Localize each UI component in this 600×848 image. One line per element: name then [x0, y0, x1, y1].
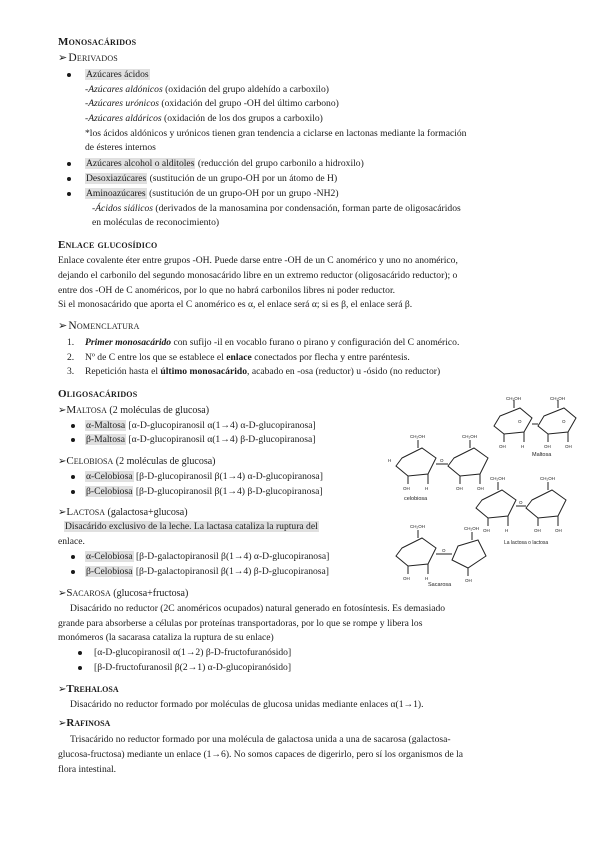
lactosa-alpha: α-Celobiosa [β-D-galactopiranosil β(1→4) α-D-glucopiranosa]: [86, 551, 330, 562]
atom-label: H: [425, 576, 429, 581]
enlace-line-3: entre dos -OH de C anoméricos, por lo que no habrá carbonilos libres ni poder reductor.: [58, 285, 396, 296]
atom-label: CH₂OH: [410, 524, 425, 529]
rafinosa-line-2: glucosa-fructosa) mediante un enlace (1→6). No somos capaces de digerirlo, pero sí los organismos de la: [58, 749, 464, 760]
lactosa-desc-line1: Disacárido exclusivo de la leche. La lactasa cataliza la ruptura del: [65, 521, 318, 532]
enlace-line-2: dejando el carbonilo del segundo monosacárido libre en un extremo reductor (oligosacárido reductor); o: [58, 270, 458, 281]
rafinosa-line-1: Trisacárido no reductor formado por una molécula de galactosa unida a una de sacarosa (galactosa-: [70, 734, 451, 745]
atom-label: CH₂OH: [462, 434, 477, 439]
atom-label: OH: [534, 528, 541, 533]
figure-label-sacarosa: Sacarosa: [428, 582, 452, 586]
bullet: [78, 651, 82, 655]
atom-label: OH: [456, 486, 463, 491]
atom-label: CH₂OH: [506, 396, 521, 401]
bullet: [78, 666, 82, 670]
atom-label: O: [562, 419, 566, 424]
heading-celobiosa: ➢Celobiosa (2 moléculas de glucosa): [58, 455, 216, 467]
trehalosa-desc: Disacárido no reductor formado por moléculas de glucosa unidas mediante enlaces α(1→1).: [70, 699, 424, 710]
atom-label: O: [442, 548, 446, 553]
enlace-line-1: Enlace covalente éter entre grupos -OH. Puede darse entre -OH de un C anomérico y uno no anomérico,: [58, 255, 458, 266]
atom-label: OH: [477, 486, 484, 491]
celobiosa-alpha: α-Celobiosa [β-D-glucopiranosil β(1→4) α-D-glucopiranosa]: [86, 471, 323, 482]
lactosa-beta: β-Celobiosa [β-D-galactopiranosil β(1→4) β-D-glucopiranosa]: [86, 566, 329, 577]
sialicos-line2: en moléculas de reconocimiento): [92, 217, 220, 228]
bullet: [71, 475, 75, 479]
atom-label: O: [519, 500, 523, 505]
section-title-oligosacaridos: Oligosacáridos: [58, 388, 138, 400]
sacarosa-line-1: Disacárido no reductor (2C anoméricos ocupados) natural generado en fotosíntesis. Es demasiado: [70, 603, 446, 614]
section-title-monosacaridos: Monosacáridos: [58, 36, 137, 48]
sacarosa-line-2: grande para absorberse a células por proteínas transportadoras, por lo que se rompe y libera los: [58, 618, 423, 629]
acidos-item-aldonicos: -Azúcares aldónicos (oxidación del grupo aldehído a carboxilo): [85, 84, 329, 95]
sacarosa-line-3: monómeros (la sacarasa cataliza la ruptura de su enlace): [58, 632, 274, 643]
nomenclatura-item-3: Repetición hasta el último monosacárido, acabado en -osa (reductor) u -ósido (no reductor): [85, 366, 441, 377]
nomenclatura-num-1: 1.: [67, 337, 75, 348]
sacarosa-item-1: [α-D-glucopiranosil α(1→2) β-D-fructofuranósido]: [94, 647, 292, 658]
atom-label: CH₂OH: [540, 476, 555, 481]
bullet: [71, 490, 75, 494]
atom-label: H: [388, 458, 392, 463]
atom-label: CH₂OH: [410, 434, 425, 439]
figure-label-maltosa: Maltosa: [532, 452, 552, 458]
nomenclatura-num-2: 2.: [67, 352, 75, 363]
bullet: [71, 438, 75, 442]
atom-label: H: [521, 444, 525, 449]
bullet: [67, 177, 71, 181]
sacarosa-structure: [396, 530, 486, 576]
atom-label: OH: [483, 528, 490, 533]
atom-label: CH₂OH: [490, 476, 505, 481]
bullet: [67, 162, 71, 166]
atom-label: H: [505, 528, 509, 533]
nomenclatura-item-2: Nº de C entre los que se establece el enlace conectados por flecha y entre paréntesis.: [85, 352, 410, 363]
atom-label: OH: [565, 444, 572, 449]
bullet: [67, 192, 71, 196]
atom-label: OH: [555, 528, 562, 533]
figure-label-celobiosa: celobiosa: [404, 496, 428, 502]
alcohol-item: Azúcares alcohol o alditoles (reducción del grupo carbonilo a hidroxilo): [86, 158, 364, 169]
atom-label: O: [440, 458, 444, 463]
heading-rafinosa: ➢Rafinosa: [58, 717, 111, 729]
sacarosa-item-2: [β-D-fructofuranosil β(2→1) α-D-glucopiranósido]: [94, 662, 292, 673]
enlace-line-4: Si el monosacárido que aporta el C anomérico es α, el enlace será α; si es β, el enlace será β.: [58, 299, 413, 310]
acidos-item-aldaricos: -Azúcares aldáricos (oxidación de los dos grupos a carboxilo): [85, 113, 323, 124]
heading-sacarosa: ➢Sacarosa (glucosa+fructosa): [58, 587, 189, 599]
acidos-note-line2: de ésteres internos: [85, 142, 156, 153]
amino-item: Aminoazúcares (sustitución de un grupo-OH por un grupo -NH2): [86, 188, 339, 199]
atom-label: OH: [544, 444, 551, 449]
bullet: [71, 424, 75, 428]
nomenclatura-num-3: 3.: [67, 366, 75, 377]
atom-label: OH: [465, 578, 472, 583]
atom-label: CH₂OH: [464, 526, 479, 531]
acidos-note-line1: *los ácidos aldónicos y urónicos tienen gran tendencia a ciclarse en lactonas mediante la formación: [85, 128, 467, 139]
disaccharide-structures-figure: [382, 396, 582, 586]
acidos-item-uronicos: -Azúcares urónicos (oxidación del grupo -OH del último carbono): [85, 98, 339, 109]
heading-nomenclatura: ➢Nomenclatura: [58, 320, 140, 332]
celobiosa-beta: β-Celobiosa [β-D-glucopiranosil β(1→4) β-D-glucopiranosa]: [86, 486, 323, 497]
rafinosa-line-3: flora intestinal.: [58, 764, 117, 775]
sialicos-line1: -Ácidos siálicos (derivados de la manosamina por condensación, forman parte de oligosacáridos: [92, 203, 461, 214]
heading-derivados: ➢Derivados: [58, 52, 118, 64]
azucares-acidos: Azúcares ácidos: [86, 69, 149, 80]
maltosa-beta: β-Maltosa [α-D-glucopiranosil α(1→4) β-D-glucopiranosa]: [86, 434, 316, 445]
bullet: [71, 570, 75, 574]
nomenclatura-item-1: Primer monosacárido con sufijo -il en vocablo furano o pirano y configuración del C anomérico.: [85, 337, 460, 348]
atom-label: H: [425, 486, 429, 491]
atom-label: CH₂OH: [550, 396, 565, 401]
maltosa-alpha: α-Maltosa [α-D-glucopiranosil α(1→4) α-D-glucopiranosa]: [86, 420, 316, 431]
bullet: [71, 555, 75, 559]
heading-enlace-glucosidico: Enlace glucosídico: [58, 239, 158, 251]
atom-label: O: [518, 419, 522, 424]
desoxi-item: Desoxiazúcares (sustitución de un grupo-OH por un átomo de H): [86, 173, 338, 184]
lactosa-desc-line2: enlace.: [58, 536, 85, 547]
heading-lactosa: ➢Lactosa (galactosa+glucosa): [58, 506, 188, 518]
atom-label: OH: [403, 576, 410, 581]
heading-trehalosa: ➢Trehalosa: [58, 683, 119, 695]
atom-label: OH: [403, 486, 410, 491]
atom-label: OH: [499, 444, 506, 449]
figure-label-lactosa: La lactosa o lactosa: [504, 540, 549, 546]
bullet: [67, 73, 71, 77]
heading-maltosa: ➢Maltosa (2 moléculas de glucosa): [58, 404, 210, 416]
